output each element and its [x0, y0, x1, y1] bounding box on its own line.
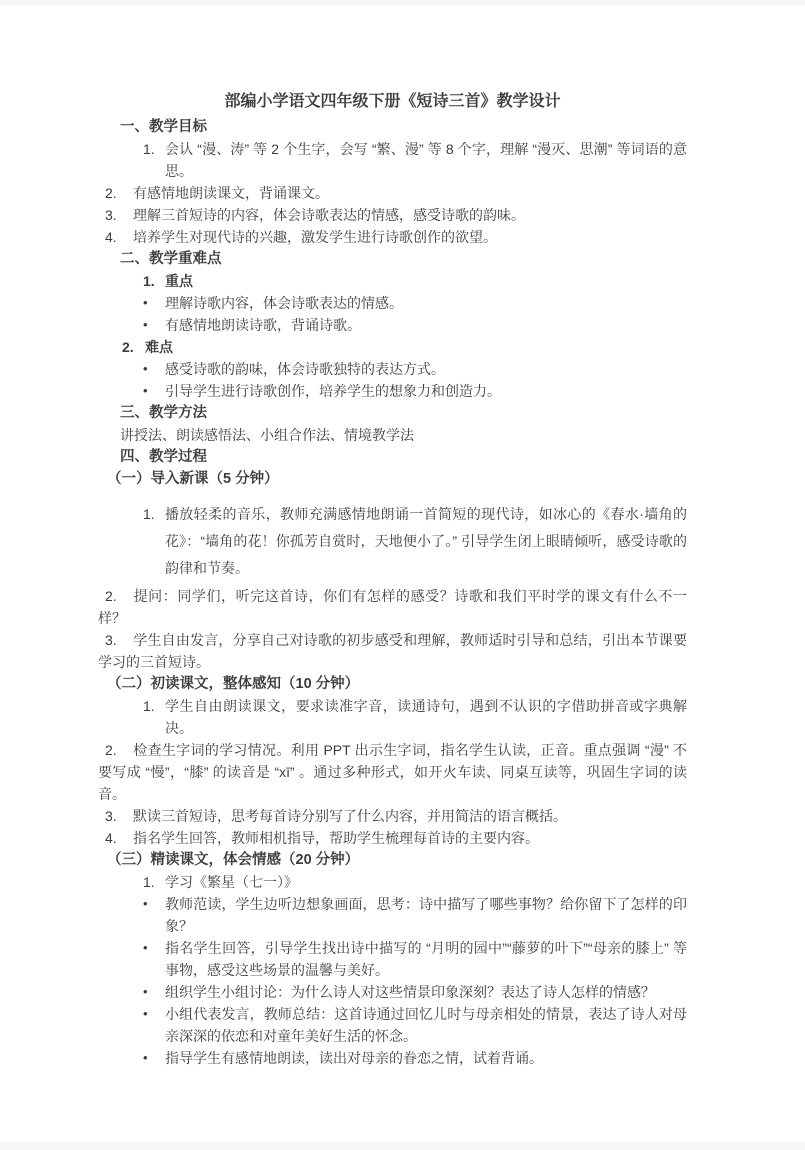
item-text: 重点 [165, 273, 193, 289]
bullet-item [98, 893, 687, 937]
bullet-item [98, 380, 687, 402]
numbered-item [98, 827, 687, 849]
bullet-icon: • [143, 317, 148, 332]
bullet-item [98, 314, 687, 336]
item-text: 学习《繁星（七一）》 [165, 874, 298, 890]
subsection-heading-3: （三）精读课文，体会情感（20 分钟） [107, 852, 360, 868]
page-top-edge [0, 0, 805, 6]
item-number: 1. [143, 698, 155, 714]
bullet-item [98, 981, 687, 1003]
bullet-icon: • [143, 984, 148, 999]
item-text: 会认 “漫、涛” 等 2 个生字，会写 “繁、漫” 等 8 个字，理解 “漫灭、思潮” 等词语的意思。 [165, 141, 687, 179]
numbered-item [98, 585, 687, 629]
numbered-item [98, 336, 687, 358]
item-number: 4. [105, 830, 117, 846]
item-text: 组织学生小组讨论：为什么诗人对这些情景印象深刻？表达了诗人怎样的情感？ [165, 984, 655, 1000]
section-heading-4: 四、教学过程 [120, 449, 207, 465]
numbered-item [98, 138, 687, 182]
bullet-item [98, 1003, 687, 1047]
item-text: 理解三首短诗的内容，体会诗歌表达的情感，感受诗歌的韵味。 [133, 207, 525, 223]
numbered-item [98, 182, 687, 204]
bullet-item [98, 292, 687, 314]
item-text: 感受诗歌的韵味，体会诗歌独特的表达方式。 [165, 361, 445, 377]
page-bottom-edge [0, 1142, 805, 1150]
item-text: 提问：同学们，听完这首诗，你们有怎样的感受？诗歌和我们平时学的课文有什么不一样？ [98, 588, 687, 626]
paragraph: 讲授法、朗读感悟法、小组合作法、情境教学法 [120, 427, 414, 443]
numbered-item [98, 805, 687, 827]
item-text: 引导学生进行诗歌创作，培养学生的想象力和创造力。 [165, 383, 501, 399]
bullet-icon: • [143, 383, 148, 398]
item-text: 默读三首短诗，思考每首诗分别写了什么内容，并用简洁的语言概括。 [133, 808, 567, 824]
item-text: 小组代表发言，教师总结：这首诗通过回忆儿时与母亲相处的情景，表达了诗人对母亲深深的依恋和对童年美好生活的怀念。 [165, 1006, 687, 1044]
numbered-item [98, 501, 687, 582]
bullet-item [98, 937, 687, 981]
item-text: 指导学生有感情地朗读，读出对母亲的眷恋之情，试着背诵。 [165, 1050, 543, 1066]
item-number: 3. [105, 632, 117, 648]
item-number: 1. [143, 273, 155, 289]
item-number: 2. [105, 588, 117, 604]
item-text: 培养学生对现代诗的兴趣，激发学生进行诗歌创作的欲望。 [133, 229, 497, 245]
numbered-item [98, 204, 687, 226]
item-number: 4. [105, 229, 117, 245]
section-heading-2: 二、教学重难点 [120, 251, 222, 267]
bullet-icon: • [143, 295, 148, 310]
item-text: 教师范读，学生边听边想象画面，思考：诗中描写了哪些事物？给你留下了怎样的印象？ [165, 896, 687, 934]
item-number: 3. [105, 808, 117, 824]
section-heading-1: 一、教学目标 [120, 119, 207, 135]
numbered-item [98, 695, 687, 739]
bullet-icon: • [143, 1050, 148, 1065]
numbered-item [98, 226, 687, 248]
bullet-icon: • [143, 361, 148, 376]
numbered-item [98, 629, 687, 673]
item-text: 指名学生回答，教师相机指导，帮助学生梳理每首诗的主要内容。 [133, 830, 539, 846]
bullet-item [98, 1047, 687, 1069]
item-number: 1. [143, 874, 155, 890]
item-number: 1. [143, 141, 155, 157]
item-text: 有感情地朗读诗歌，背诵诗歌。 [165, 317, 361, 333]
item-text: 学生自由朗读课文，要求读准字音，读通诗句，遇到不认识的字借助拼音或字典解决。 [165, 698, 687, 736]
item-text: 理解诗歌内容，体会诗歌表达的情感。 [165, 295, 403, 311]
item-number: 2. [122, 339, 134, 355]
item-text: 播放轻柔的音乐，教师充满感情地朗诵一首简短的现代诗，如冰心的《春水·墙角的花》：“墙角的花！你孤芳自赏时，天地便小了。” 引导学生闭上眼睛倾听，感受诗歌的韵律和节奏。 [165, 506, 687, 576]
item-text: 难点 [145, 339, 173, 355]
item-number: 2. [105, 742, 117, 758]
bullet-item [98, 358, 687, 380]
item-text: 有感情地朗读课文，背诵课文。 [133, 185, 329, 201]
bullet-icon: • [143, 1006, 148, 1021]
subsection-heading-2: （二）初读课文，整体感知（10 分钟） [107, 676, 360, 692]
numbered-item [98, 739, 687, 805]
item-text: 检查生字词的学习情况。利用 PPT 出示生字词，指名学生认读，正音。重点强调 “漫” 不要写成 “慢”，“膝” 的读音是 “xī” 。通过多种形式，如开火车读、同桌互读等，巩固生字词的读音。 [98, 742, 687, 802]
bullet-icon: • [143, 896, 148, 911]
numbered-item [98, 871, 687, 893]
doc-title: 部编小学语文四年级下册《短诗三首》教学设计 [224, 93, 561, 110]
section-heading-3: 三、教学方法 [120, 405, 207, 421]
item-number: 1. [143, 506, 155, 522]
item-text: 学生自由发言，分享自己对诗歌的初步感受和理解，教师适时引导和总结，引出本节课要学习的三首短诗。 [98, 632, 687, 670]
item-text: 指名学生回答，引导学生找出诗中描写的 “月明的园中”“藤萝的叶下”“母亲的膝上” 等事物，感受这些场景的温馨与美好。 [165, 940, 687, 978]
item-number: 3. [105, 207, 117, 223]
item-number: 2. [105, 185, 117, 201]
bullet-icon: • [143, 940, 148, 955]
numbered-item [98, 270, 687, 292]
subsection-heading-1: （一）导入新课（5 分钟） [107, 471, 279, 487]
